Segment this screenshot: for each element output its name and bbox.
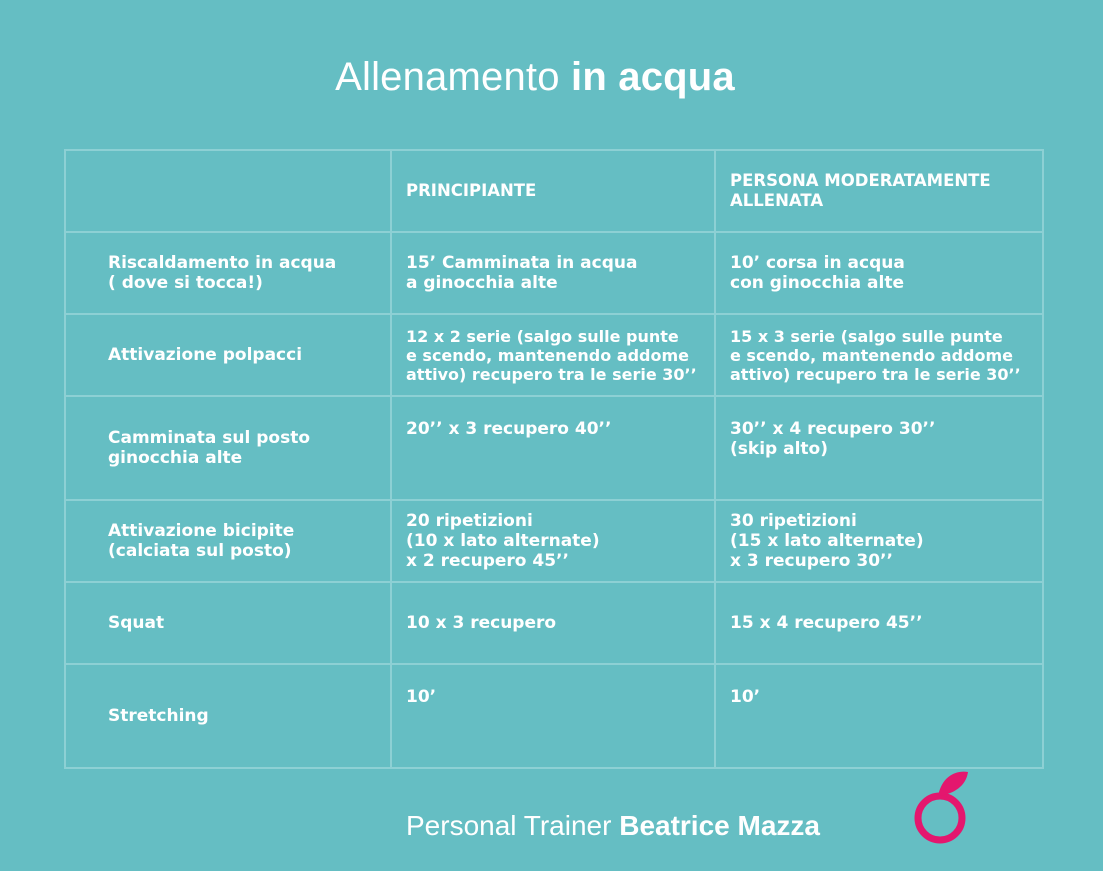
- header-empty: [65, 150, 391, 232]
- footer-light: Personal Trainer: [406, 810, 612, 841]
- beginner-cell-line: 15’ Camminata in acqua: [406, 253, 638, 273]
- exercise-cell: [65, 396, 391, 500]
- moderate-cell-line: 10’ corsa in acqua: [730, 253, 905, 273]
- header-moderate-label: PERSONA MODERATAMENTE ALLENATA: [730, 171, 991, 210]
- header-moderate: [715, 150, 1043, 232]
- moderate-cell-line: 30 ripetizioni: [730, 511, 857, 531]
- beginner-cell: [391, 396, 715, 500]
- exercise-cell-line: Camminata sul posto: [108, 428, 311, 448]
- moderate-cell-line: (15 x lato alternate): [730, 531, 924, 551]
- beginner-cell-line: 10’: [406, 687, 437, 707]
- moderate-cell-line: con ginocchia alte: [730, 273, 904, 293]
- beginner-cell: [391, 500, 715, 582]
- exercise-cell-line: Squat: [108, 613, 165, 633]
- beginner-cell-line: 12 x 2 serie (salgo sulle punte: [406, 326, 679, 346]
- moderate-cell-line: e scendo, mantenendo addome: [730, 345, 1013, 365]
- beginner-cell-line: 20 ripetizioni: [406, 511, 533, 531]
- moderate-cell-line: 10’: [730, 687, 761, 707]
- exercise-cell-line: Stretching: [108, 706, 209, 726]
- moderate-cell: [715, 232, 1043, 314]
- exercise-cell-line: Attivazione bicipite: [108, 521, 295, 541]
- table-row: [65, 232, 1043, 314]
- moderate-cell: [715, 314, 1043, 396]
- table-row: [65, 582, 1043, 664]
- beginner-cell: [391, 232, 715, 314]
- table-row: [65, 314, 1043, 396]
- moderate-cell-line: attivo) recupero tra le serie 30’’: [730, 364, 1021, 384]
- beginner-cell-line: attivo) recupero tra le serie 30’’: [406, 364, 697, 384]
- beginner-cell-line: 20’’ x 3 recupero 40’’: [406, 419, 612, 439]
- table-row: [65, 500, 1043, 582]
- header-beginner: [391, 150, 715, 232]
- exercise-cell: [65, 582, 391, 664]
- beginner-cell: [391, 582, 715, 664]
- exercise-cell: [65, 500, 391, 582]
- footer-credit: [406, 806, 820, 846]
- beginner-cell: [391, 314, 715, 396]
- moderate-cell: [715, 582, 1043, 664]
- exercise-cell-line: (calciata sul posto): [108, 541, 292, 561]
- exercise-cell: [65, 314, 391, 396]
- exercise-cell-line: ginocchia alte: [108, 448, 243, 468]
- beginner-cell: [391, 664, 715, 768]
- table-row: [65, 664, 1043, 768]
- footer-bold: Beatrice Mazza: [619, 810, 820, 841]
- table-header-row: [65, 150, 1043, 232]
- moderate-cell: [715, 396, 1043, 500]
- table-row: [65, 396, 1043, 500]
- exercise-cell: [65, 664, 391, 768]
- beginner-cell-line: e scendo, mantenendo addome: [406, 345, 689, 365]
- moderate-cell-line: (skip alto): [730, 439, 828, 459]
- exercise-cell-line: Attivazione polpacci: [108, 345, 303, 365]
- beginner-cell-line: 10 x 3 recupero: [406, 613, 557, 633]
- exercise-cell-line: ( dove si tocca!): [108, 273, 263, 293]
- moderate-cell-line: 30’’ x 4 recupero 30’’: [730, 419, 936, 439]
- beginner-cell-line: a ginocchia alte: [406, 273, 558, 293]
- exercise-cell: [65, 232, 391, 314]
- moderate-cell-line: x 3 recupero 30’’: [730, 551, 893, 571]
- title-bold: in acqua: [571, 55, 735, 99]
- training-table: [64, 149, 1044, 769]
- exercise-cell-line: Riscaldamento in acqua: [108, 253, 337, 273]
- moderate-cell: [715, 500, 1043, 582]
- apple-logo-icon: [912, 766, 972, 846]
- beginner-cell-line: x 2 recupero 45’’: [406, 551, 569, 571]
- moderate-cell-line: 15 x 4 recupero 45’’: [730, 613, 923, 633]
- moderate-cell-line: 15 x 3 serie (salgo sulle punte: [730, 326, 1003, 346]
- header-beginner-label: PRINCIPIANTE: [406, 181, 537, 200]
- moderate-cell: [715, 664, 1043, 768]
- page-title: [0, 52, 1070, 102]
- title-light: Allenamento: [335, 55, 560, 99]
- beginner-cell-line: (10 x lato alternate): [406, 531, 600, 551]
